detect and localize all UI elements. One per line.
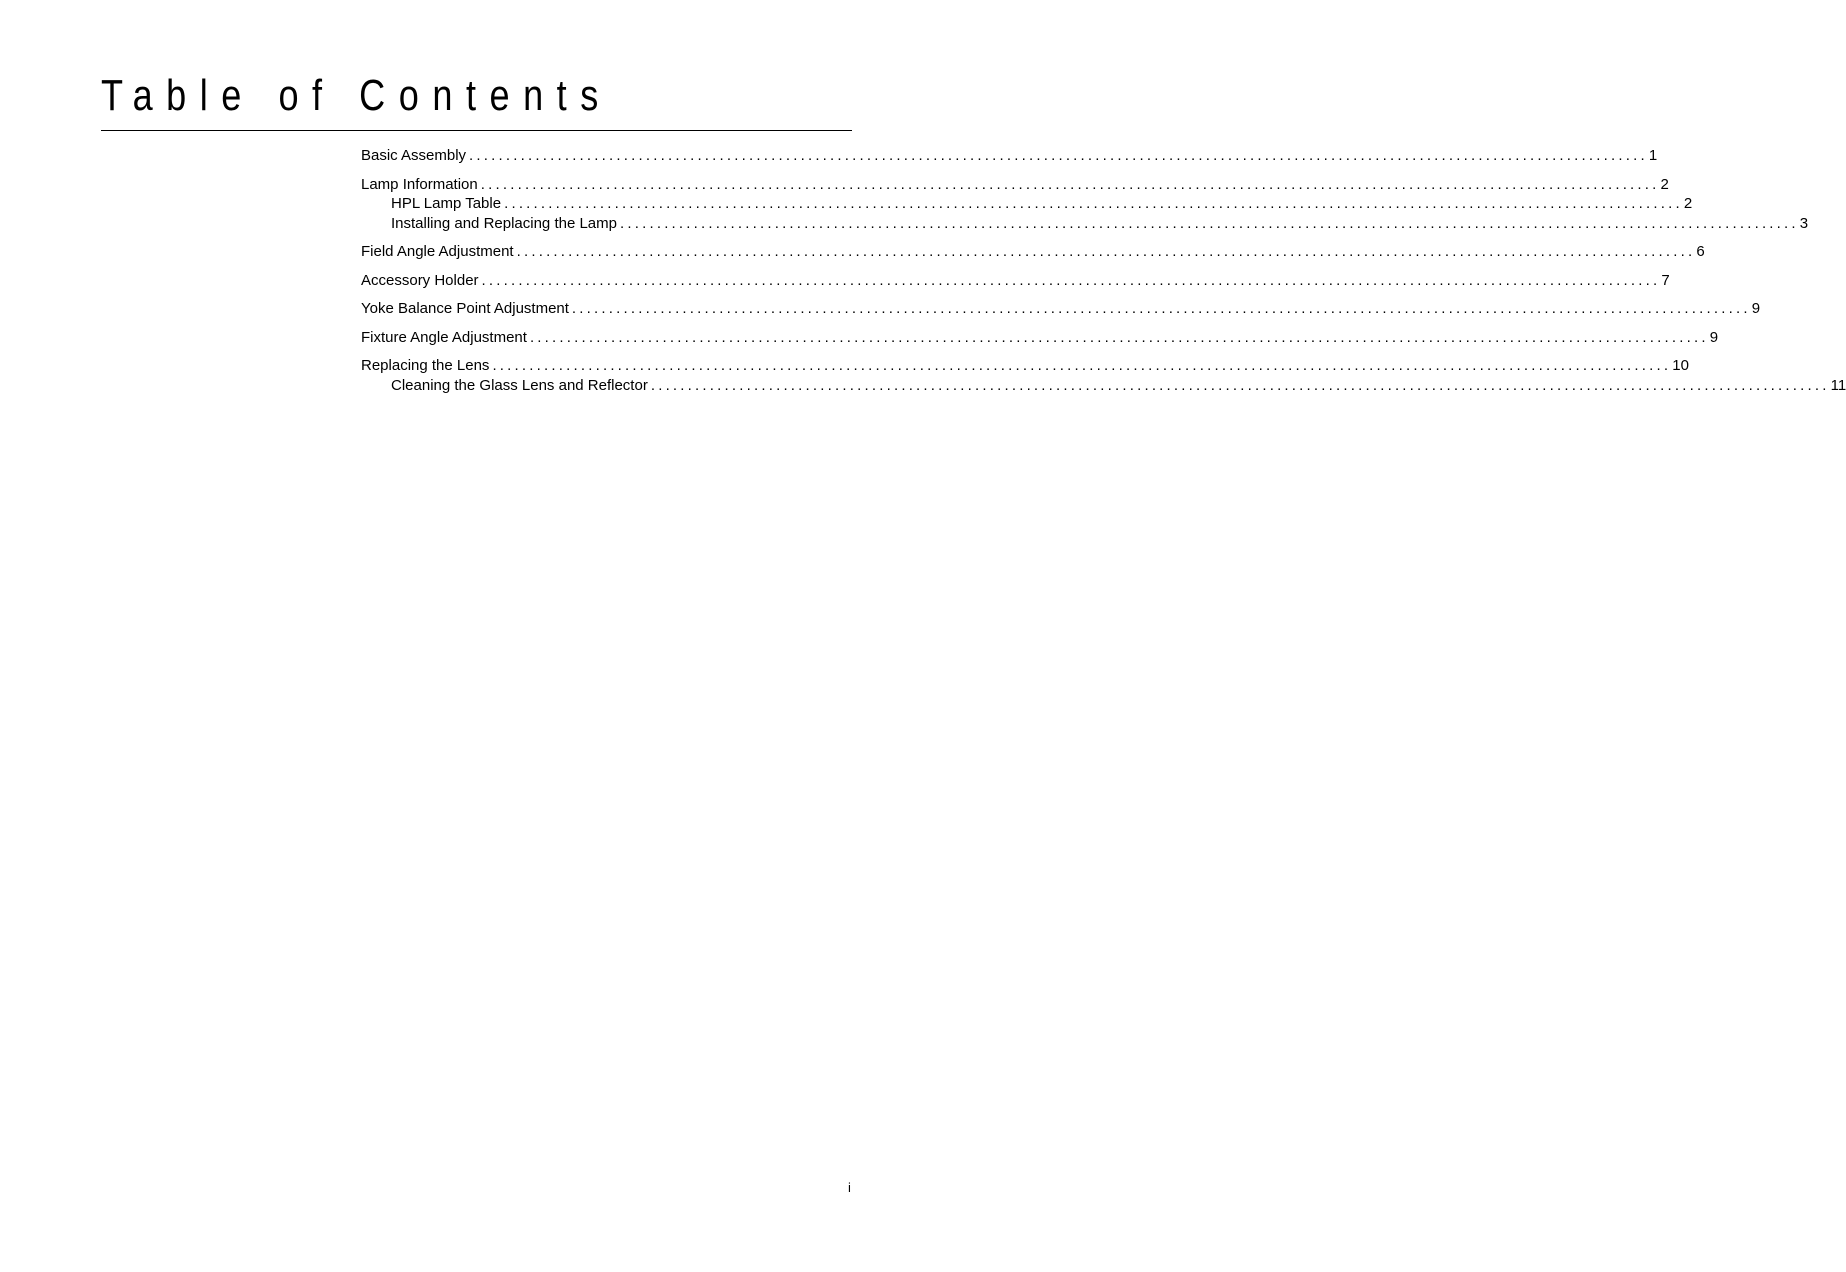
toc-group <box>361 356 1846 395</box>
toc-entry-page: 2 <box>1660 175 1669 193</box>
toc-subentry[interactable] <box>361 214 1809 234</box>
toc-entry-label: Replacing the Lens <box>361 357 490 374</box>
toc-dot-leader: ................................................................................................................................................................ <box>619 214 1799 232</box>
toc-dot-leader: ................................................................................................................................................................ <box>480 175 1660 193</box>
toc-dot-leader: ................................................................................................................................................................ <box>492 357 1672 374</box>
toc-entry-label: HPL Lamp Table <box>391 195 502 212</box>
toc-entry[interactable] <box>361 356 1689 376</box>
page-title: Table of Contents <box>101 71 612 120</box>
toc-entry-label: Lamp Information <box>361 175 478 193</box>
toc-group <box>361 175 1809 234</box>
toc-entry-page: 9 <box>1751 300 1761 317</box>
toc-group <box>361 328 1719 348</box>
toc-dot-leader: ................................................................................................................................................................ <box>516 243 1696 260</box>
toc-group <box>361 146 1658 166</box>
table-of-contents <box>361 146 1846 404</box>
toc-subentry[interactable] <box>361 194 1693 214</box>
toc-entry-label: Installing and Replacing the Lamp <box>391 214 617 232</box>
toc-dot-leader: ................................................................................................................................................................ <box>529 328 1709 346</box>
toc-entry-page: 3 <box>1799 214 1809 232</box>
toc-entry[interactable] <box>361 271 1670 291</box>
toc-entry-label: Yoke Balance Point Adjustment <box>361 300 569 317</box>
toc-entry-page: 2 <box>1683 195 1693 212</box>
toc-entry[interactable] <box>361 328 1719 348</box>
toc-entry-label: Basic Assembly <box>361 147 467 164</box>
toc-entry[interactable] <box>361 175 1669 195</box>
toc-entry[interactable] <box>361 146 1658 166</box>
toc-subentry[interactable] <box>361 376 1846 396</box>
toc-dot-leader: ................................................................................................................................................................ <box>481 271 1661 289</box>
toc-entry[interactable] <box>361 242 1705 262</box>
toc-entry-label: Field Angle Adjustment <box>361 243 514 260</box>
toc-group <box>361 299 1761 319</box>
toc-entry[interactable] <box>361 299 1761 319</box>
toc-entry-page: 10 <box>1672 357 1689 374</box>
toc-entry-page: 7 <box>1661 271 1670 289</box>
toc-entry-page: 11 <box>1830 376 1846 394</box>
page-number: i <box>848 1180 851 1195</box>
title-divider <box>101 130 852 131</box>
toc-entry-page: 1 <box>1648 147 1658 164</box>
toc-entry-label: Accessory Holder <box>361 271 479 289</box>
toc-group <box>361 271 1670 291</box>
toc-entry-page: 9 <box>1709 328 1719 346</box>
toc-entry-page: 6 <box>1696 243 1705 260</box>
toc-dot-leader: ................................................................................................................................................................ <box>469 147 1648 164</box>
toc-entry-label: Fixture Angle Adjustment <box>361 328 527 346</box>
toc-dot-leader: ................................................................................................................................................................ <box>504 195 1683 212</box>
toc-entry-label: Cleaning the Glass Lens and Reflector <box>391 376 648 394</box>
toc-dot-leader: ................................................................................................................................................................ <box>571 300 1751 317</box>
toc-dot-leader: ................................................................................................................................................................ <box>650 376 1830 394</box>
toc-group <box>361 242 1705 262</box>
